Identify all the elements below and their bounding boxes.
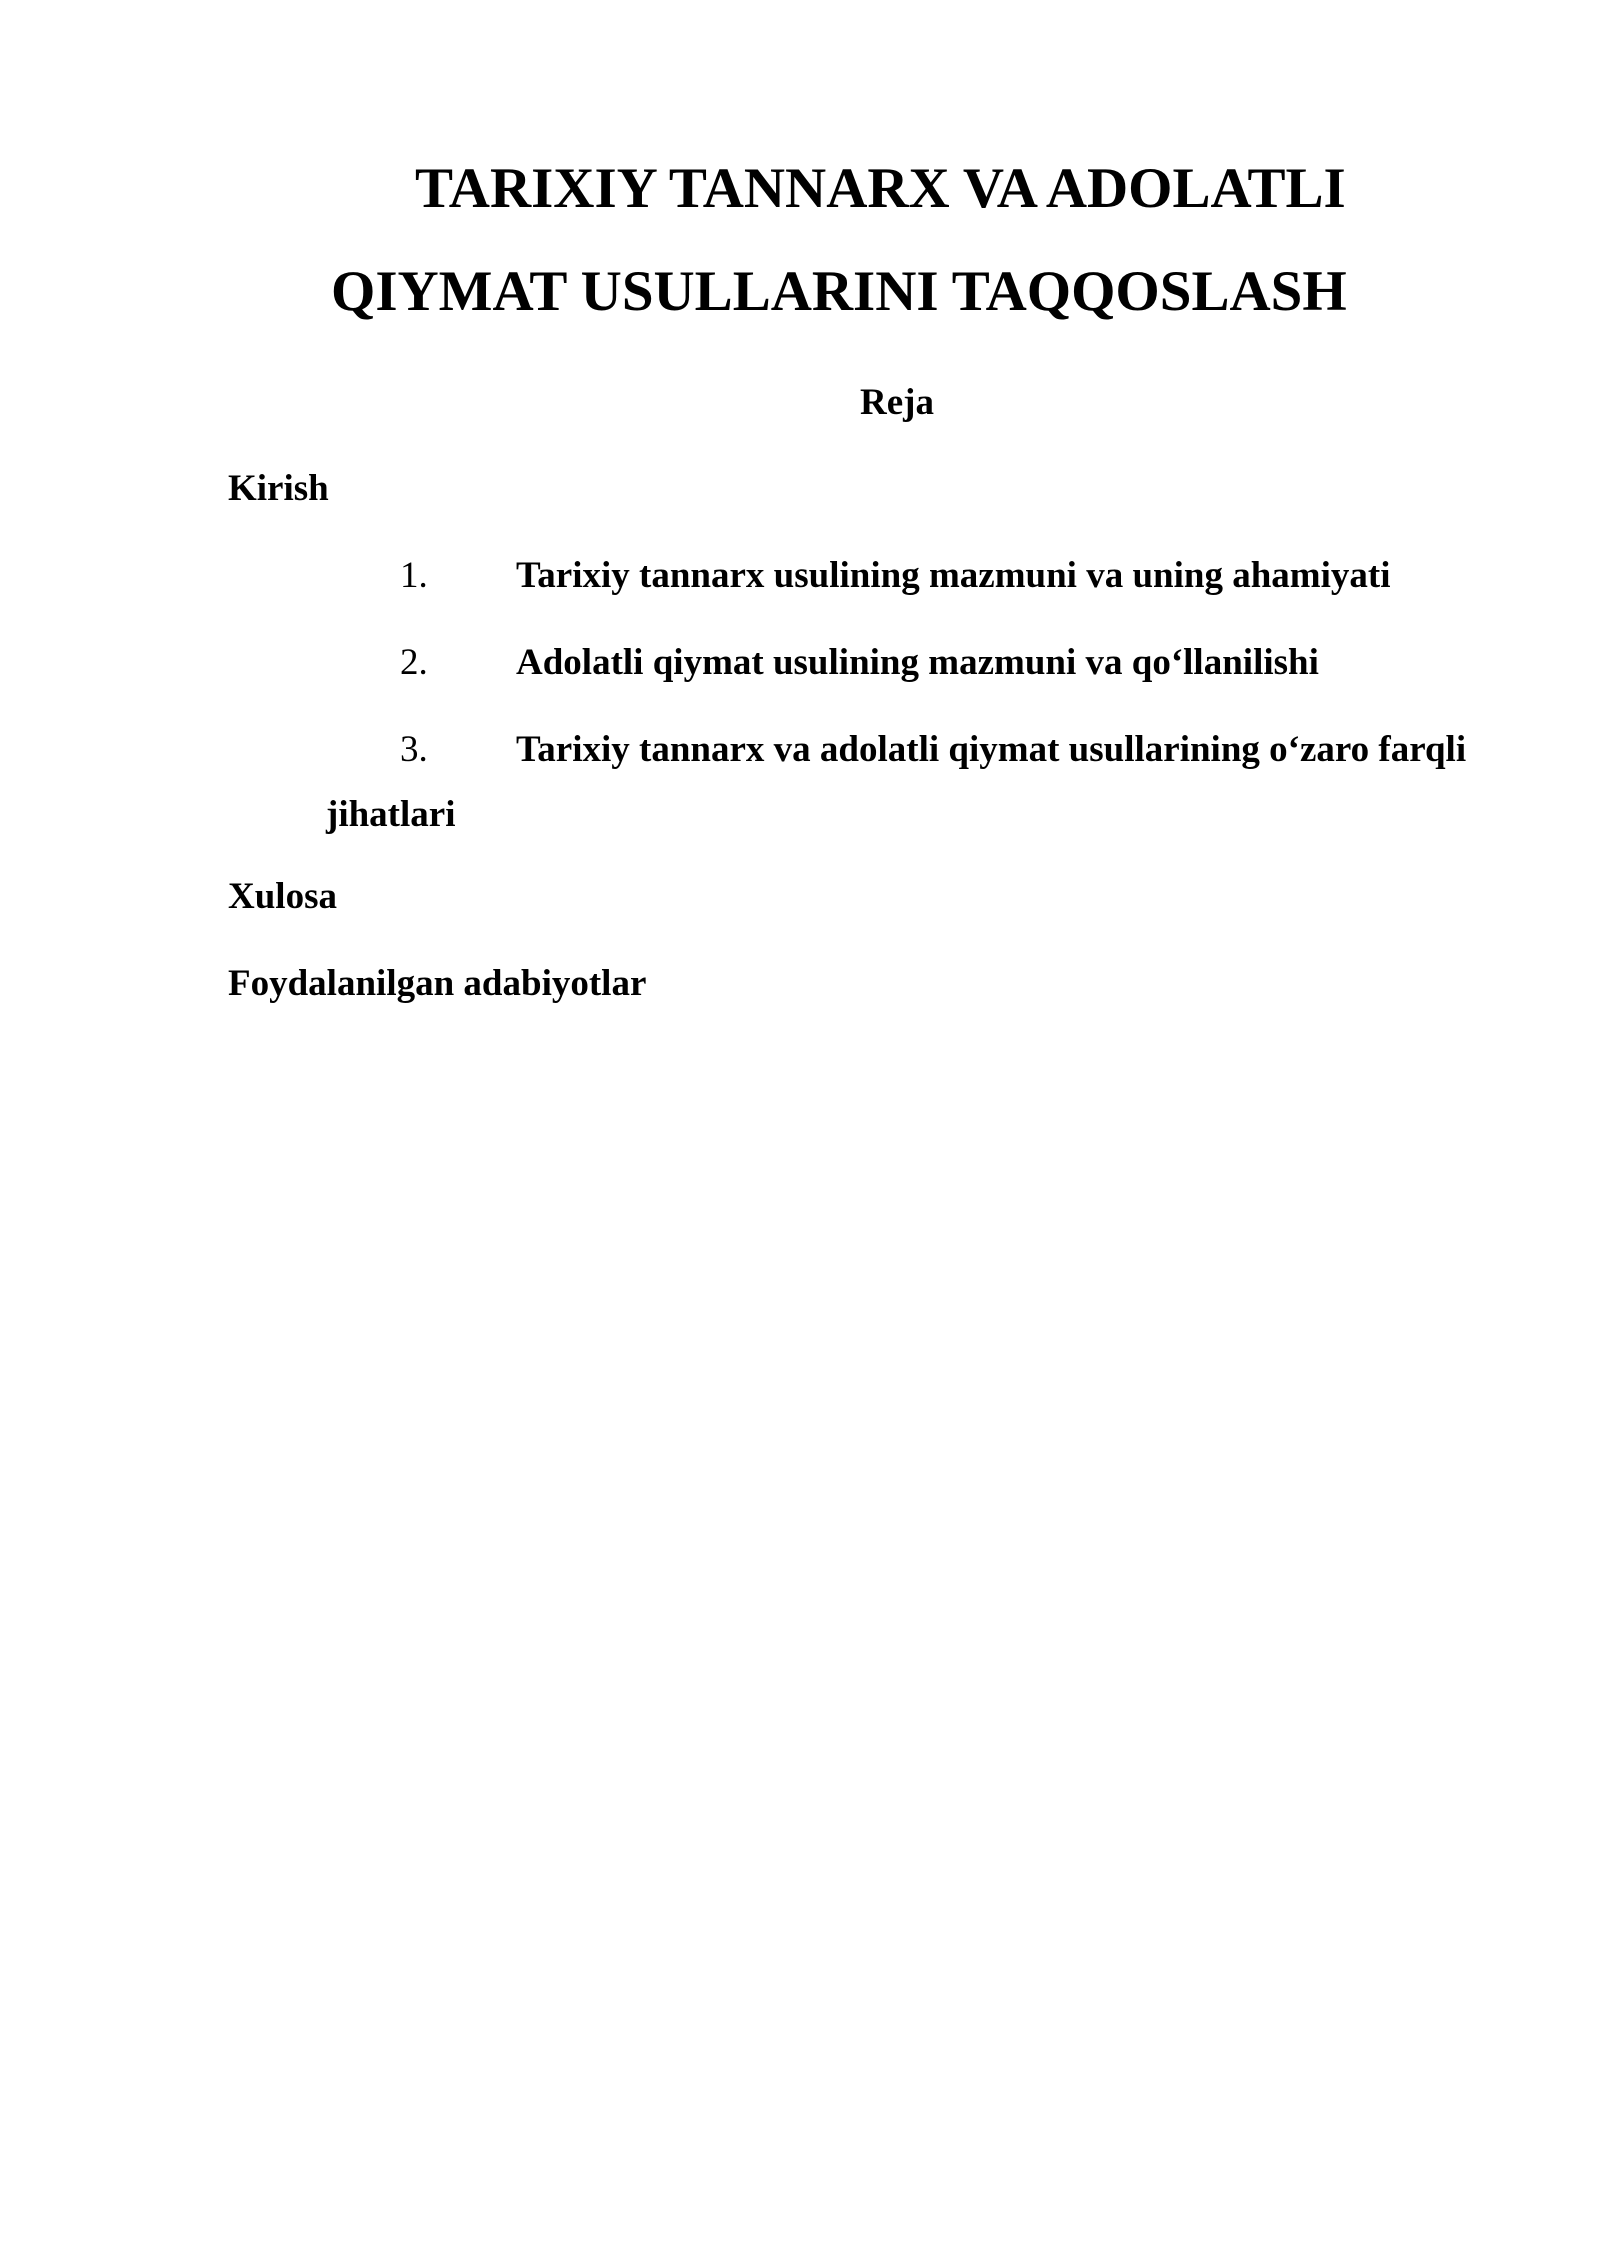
- list-item-text-2: Adolatli qiymat usulining mazmuni va qo‘llanilishi: [516, 642, 1319, 683]
- document-title-line-2: QIYMAT USULLARINI TAQQOSLASH: [331, 260, 1347, 323]
- intro-item: Kirish: [228, 468, 329, 509]
- list-item-number-1: 1.: [400, 555, 428, 596]
- conclusion-item: Xulosa: [228, 876, 337, 917]
- list-item-text-1: Tarixiy tannarx usulining mazmuni va uning ahamiyati: [516, 555, 1391, 596]
- references-item: Foydalanilgan adabiyotlar: [228, 963, 647, 1004]
- document-title-line-1: TARIXIY TANNARX VA ADOLATLI: [415, 157, 1346, 220]
- plan-heading: Reja: [860, 382, 934, 423]
- list-item-number-2: 2.: [400, 642, 428, 683]
- list-item-text-3-line-2: jihatlari: [326, 794, 456, 835]
- list-item-text-3-line-1: Tarixiy tannarx va adolatli qiymat usullarining o‘zaro farqli: [516, 729, 1467, 770]
- list-item-number-3: 3.: [400, 729, 428, 770]
